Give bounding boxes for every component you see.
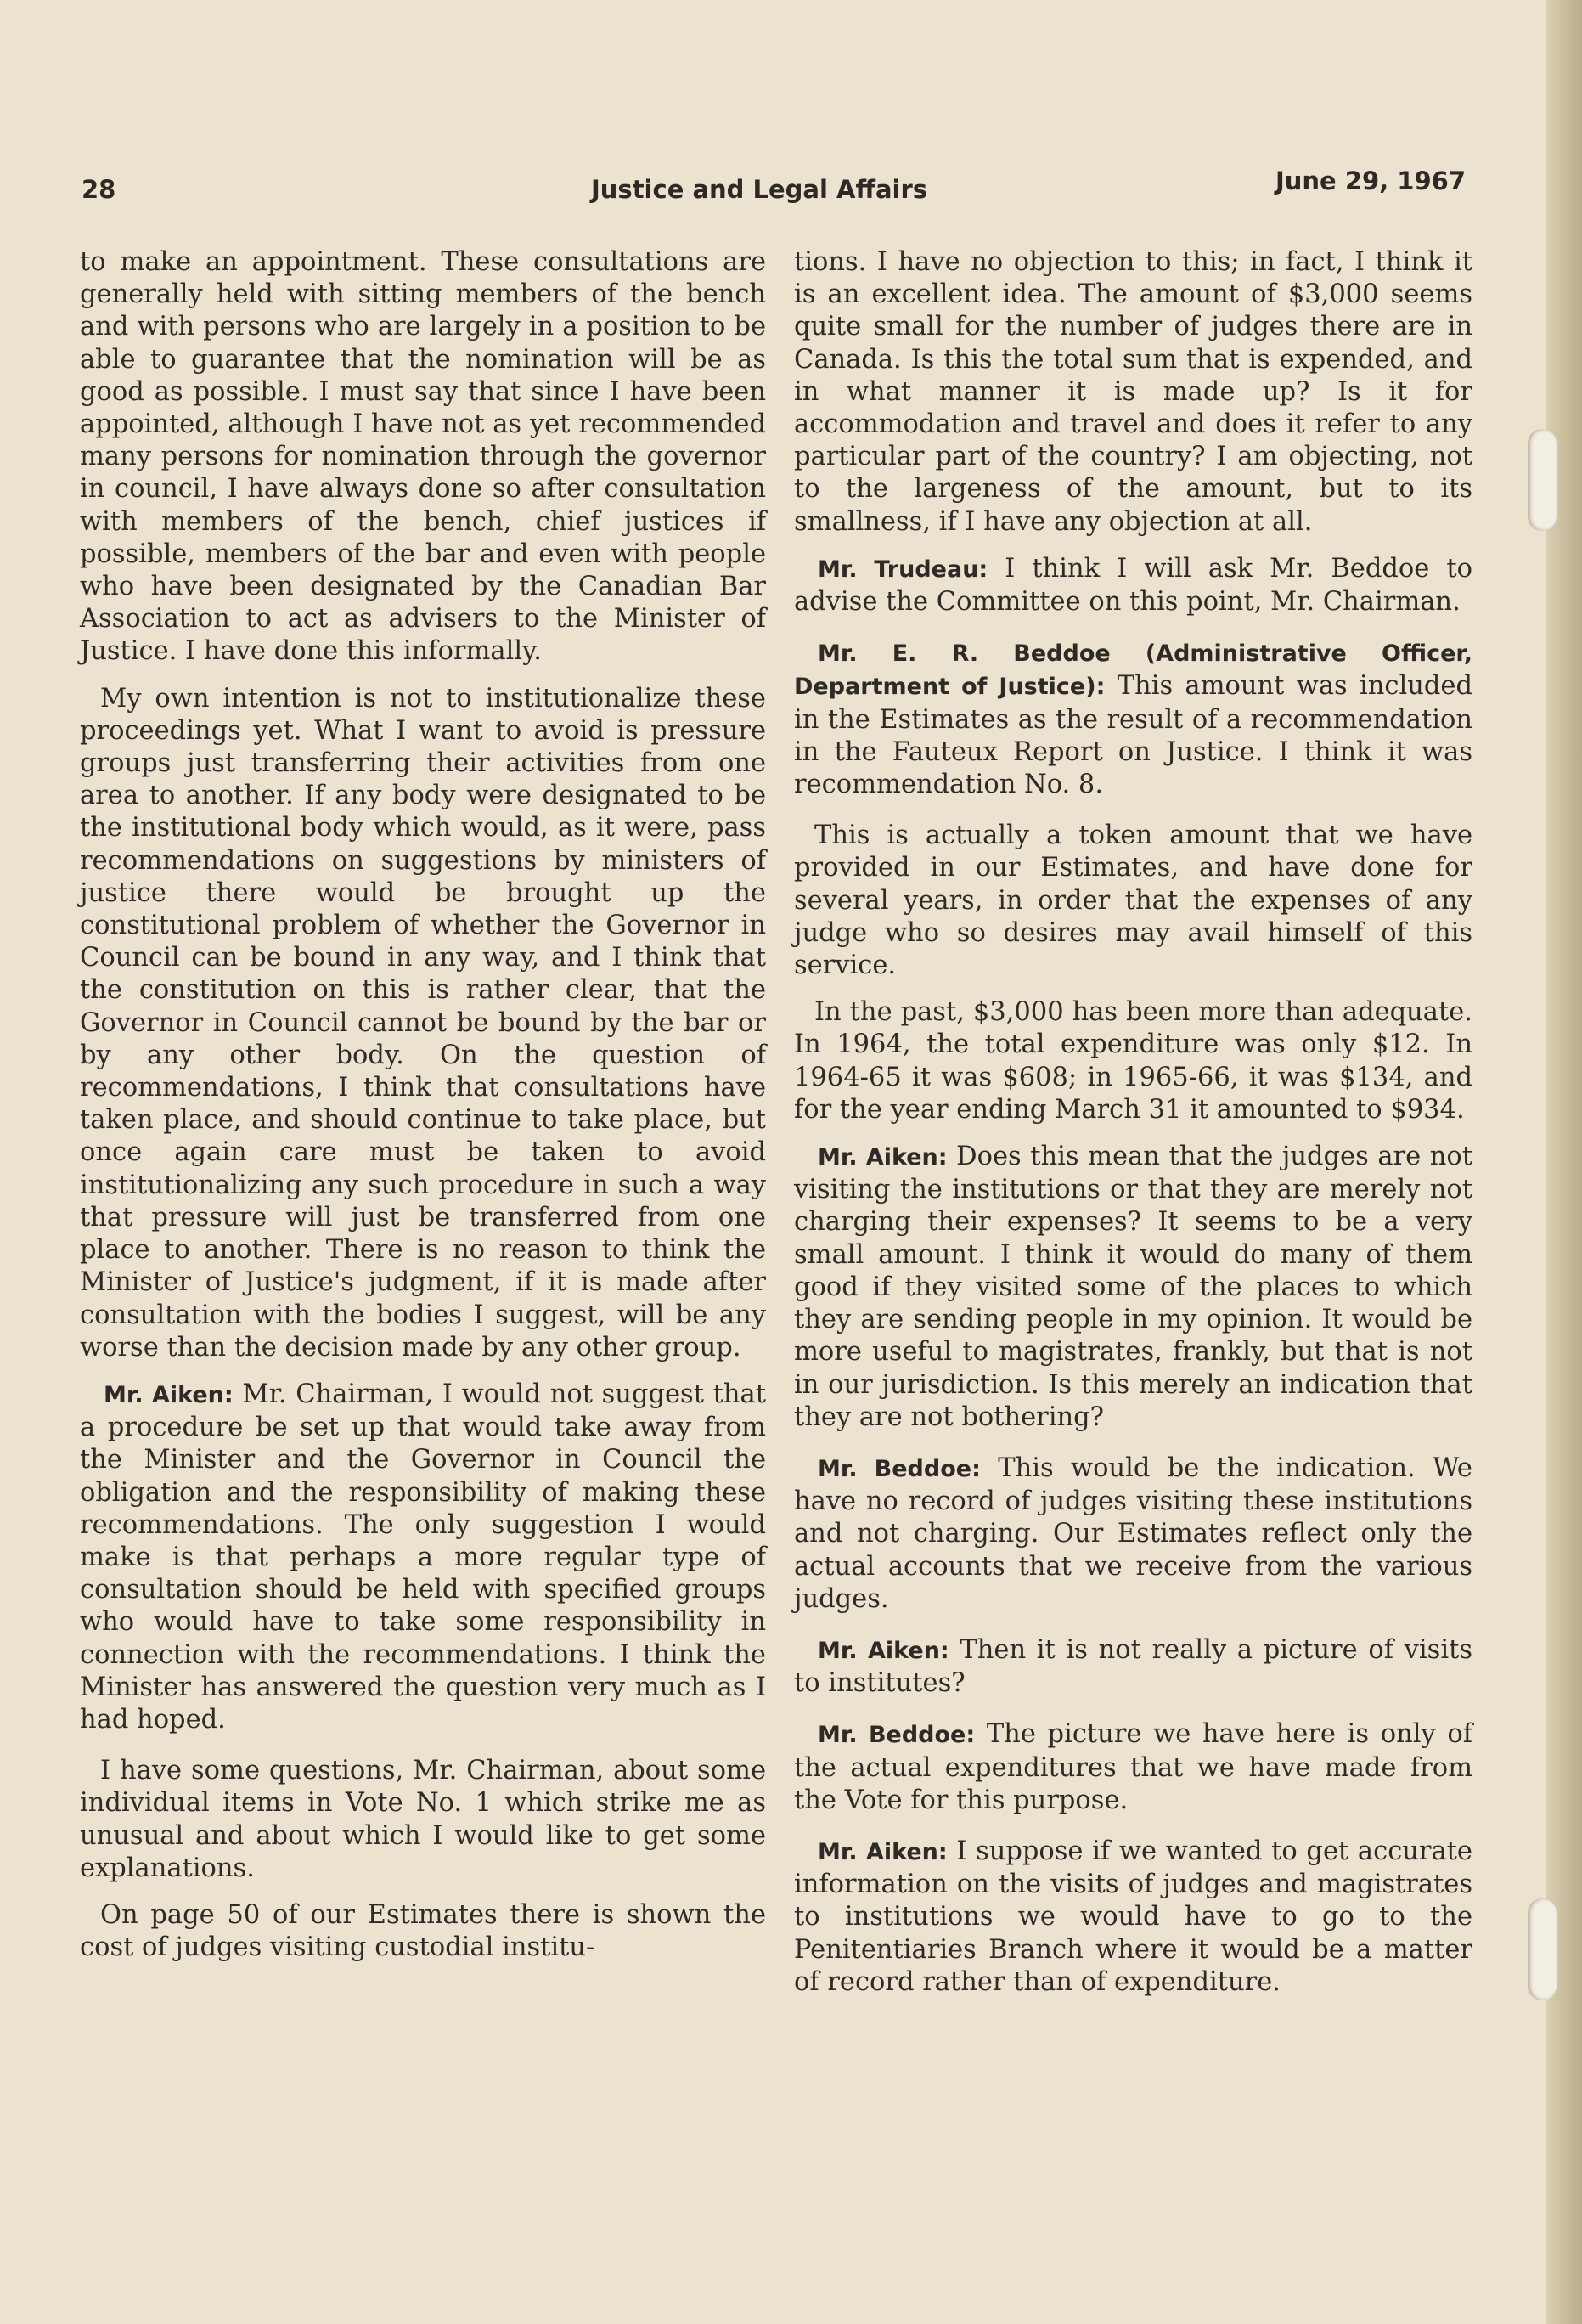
speaker-name: Mr. Aiken: [104,1381,234,1408]
speaker-name: Mr. E. R. Beddoe (Administrative Officer, Department of Justice): [794,640,1472,701]
speech-paragraph: Mr. Aiken: Mr. Chairman, I would not suggest that a procedure be set up that would take away from the Minister and the Governor in Council the obligation and the responsibility of making these recommendations. The only suggestion I would make is that perhaps a more regular type of consultation should be held with specified groups who would have to take some responsibility in connection with the recommendations. I think the Minister has answered the question very much as I had hoped. [80,1379,766,1735]
speech-paragraph: Mr. Aiken: Does this mean that the judges are not visiting the institutions or that they are merely not charging their expenses? It seems to be a very small amount. I think it would do many of them good if they visited some of the places to which they are sending people in my opinion. It would be more useful to magistrates, frankly, but that is not in our jurisdiction. Is this merely an indication that they are not bothering? [794,1142,1472,1432]
paragraph: My own intention is not to institutionalize these proceedings yet. What I want to avoid is pressure groups just transferring their activities from one area to another. If any body were designated to be the institutional body which would, as it were, pass recommendations on suggestions by ministers of justice there would be brought up the constitutional problem of whether the Governor in Council can be bound in any way, and I think that the constitution on this is rather clear, that the Governor in Council cannot be bound by the bar or by any other body. On the question of recommendations, I think that consultations have taken place, and should continue to take place, but once again care must be taken to avoid institutionalizing any such procedure in such a way that pressure will just be transferred from one place to another. There is no reason to think the Minister of Justice's judgment, if it is made after consultation with the bodies I suggest, will be any worse than the decision made by any other group. [80,683,766,1362]
binder-hole-upper [1528,429,1557,531]
paragraph: On page 50 of our Estimates there is shown the cost of judges visiting custodial institu- [80,1899,766,1963]
speech-paragraph: Mr. Beddoe: This would be the indication. We have no record of judges visiting these institutions and not charging. Our Estimates reflect only the actual accounts that we receive from the various judges. [794,1452,1472,1614]
speaker-name: Mr. Trudeau: [818,556,988,583]
right-column [794,246,1472,2017]
page-date: June 29, 1967 [1275,166,1466,195]
left-column [80,246,766,1978]
paragraph: In the past, $3,000 has been more than adequate. In 1964, the total expenditure was only $12. In 1964-65 it was $608; in 1965-66, it was $134, and for the year ending March 31 it amounted to $934. [794,997,1472,1125]
speaker-name: Mr. Aiken: [818,1838,948,1865]
paragraph: to make an appointment. These consultations are generally held with sitting members of the bench and with persons who are largely in a position to be able to guarantee that the nomination will be as good as possible. I must say that since I have been appointed, although I have not as yet recommended many persons for nomination through the governor in council, I have always done so after consultation with members of the bench, chief justices if possible, members of the bar and even with people who have been designated by the Canadian Bar Association to act as advisers to the Minister of Justice. I have done this informally. [80,247,766,667]
speaker-name: Mr. Aiken: [818,1144,948,1171]
speaker-name: Mr. Beddoe: [818,1455,981,1482]
speech-paragraph: Mr. Beddoe: The picture we have here is only of the actual expenditures that we have made from the Vote for this purpose. [794,1719,1473,1815]
section-title: Justice and Legal Affairs [591,175,928,204]
speaker-name: Mr. Aiken: [818,1637,949,1664]
speech-paragraph: Mr. E. R. Beddoe (Administrative Officer, Department of Justice): This amount was included in the Estimates as the result of a recommendation in the Fauteux Report on Justice. I think it was recommendation No. 8. [794,640,1472,800]
speaker-name: Mr. Beddoe: [818,1722,976,1749]
paragraph: This is actually a token amount that we have provided in our Estimates, and have done for several years, in order that the expenses of any judge who so desires may avail himself of this service. [794,821,1472,981]
binder-hole-lower [1528,1898,1557,2000]
speech-paragraph: Mr. Aiken: I suppose if we wanted to get accurate information on the visits of judges and magistrates to institutions we would have to go to the Penitentiaries Branch where it would be a matter of record rather than of expenditure. [794,1836,1472,1997]
paragraph: tions. I have no objection to this; in fact, I think it is an excellent idea. The amount of $3,000 seems quite small for the number of judges there are in Canada. Is this the total sum that is expended, and in what manner it is made up? Is it for accommodation and travel and does it refer to any particular part of the country? I am objecting, not to the largeness of the amount, but to its smallness, if I have any objection at all. [794,247,1472,537]
page-header [82,166,1466,217]
speech-paragraph: Mr. Aiken: Then it is not really a picture of visits to institutes? [794,1634,1472,1699]
speech-paragraph: Mr. Trudeau: I think I will ask Mr. Beddoe to advise the Committee on this point, Mr. Chairman. [794,553,1472,618]
paragraph: I have some questions, Mr. Chairman, about some individual items in Vote No. 1 which strike me as unusual and about which I would like to get some explanations. [80,1756,766,1883]
page-number: 28 [82,175,116,204]
